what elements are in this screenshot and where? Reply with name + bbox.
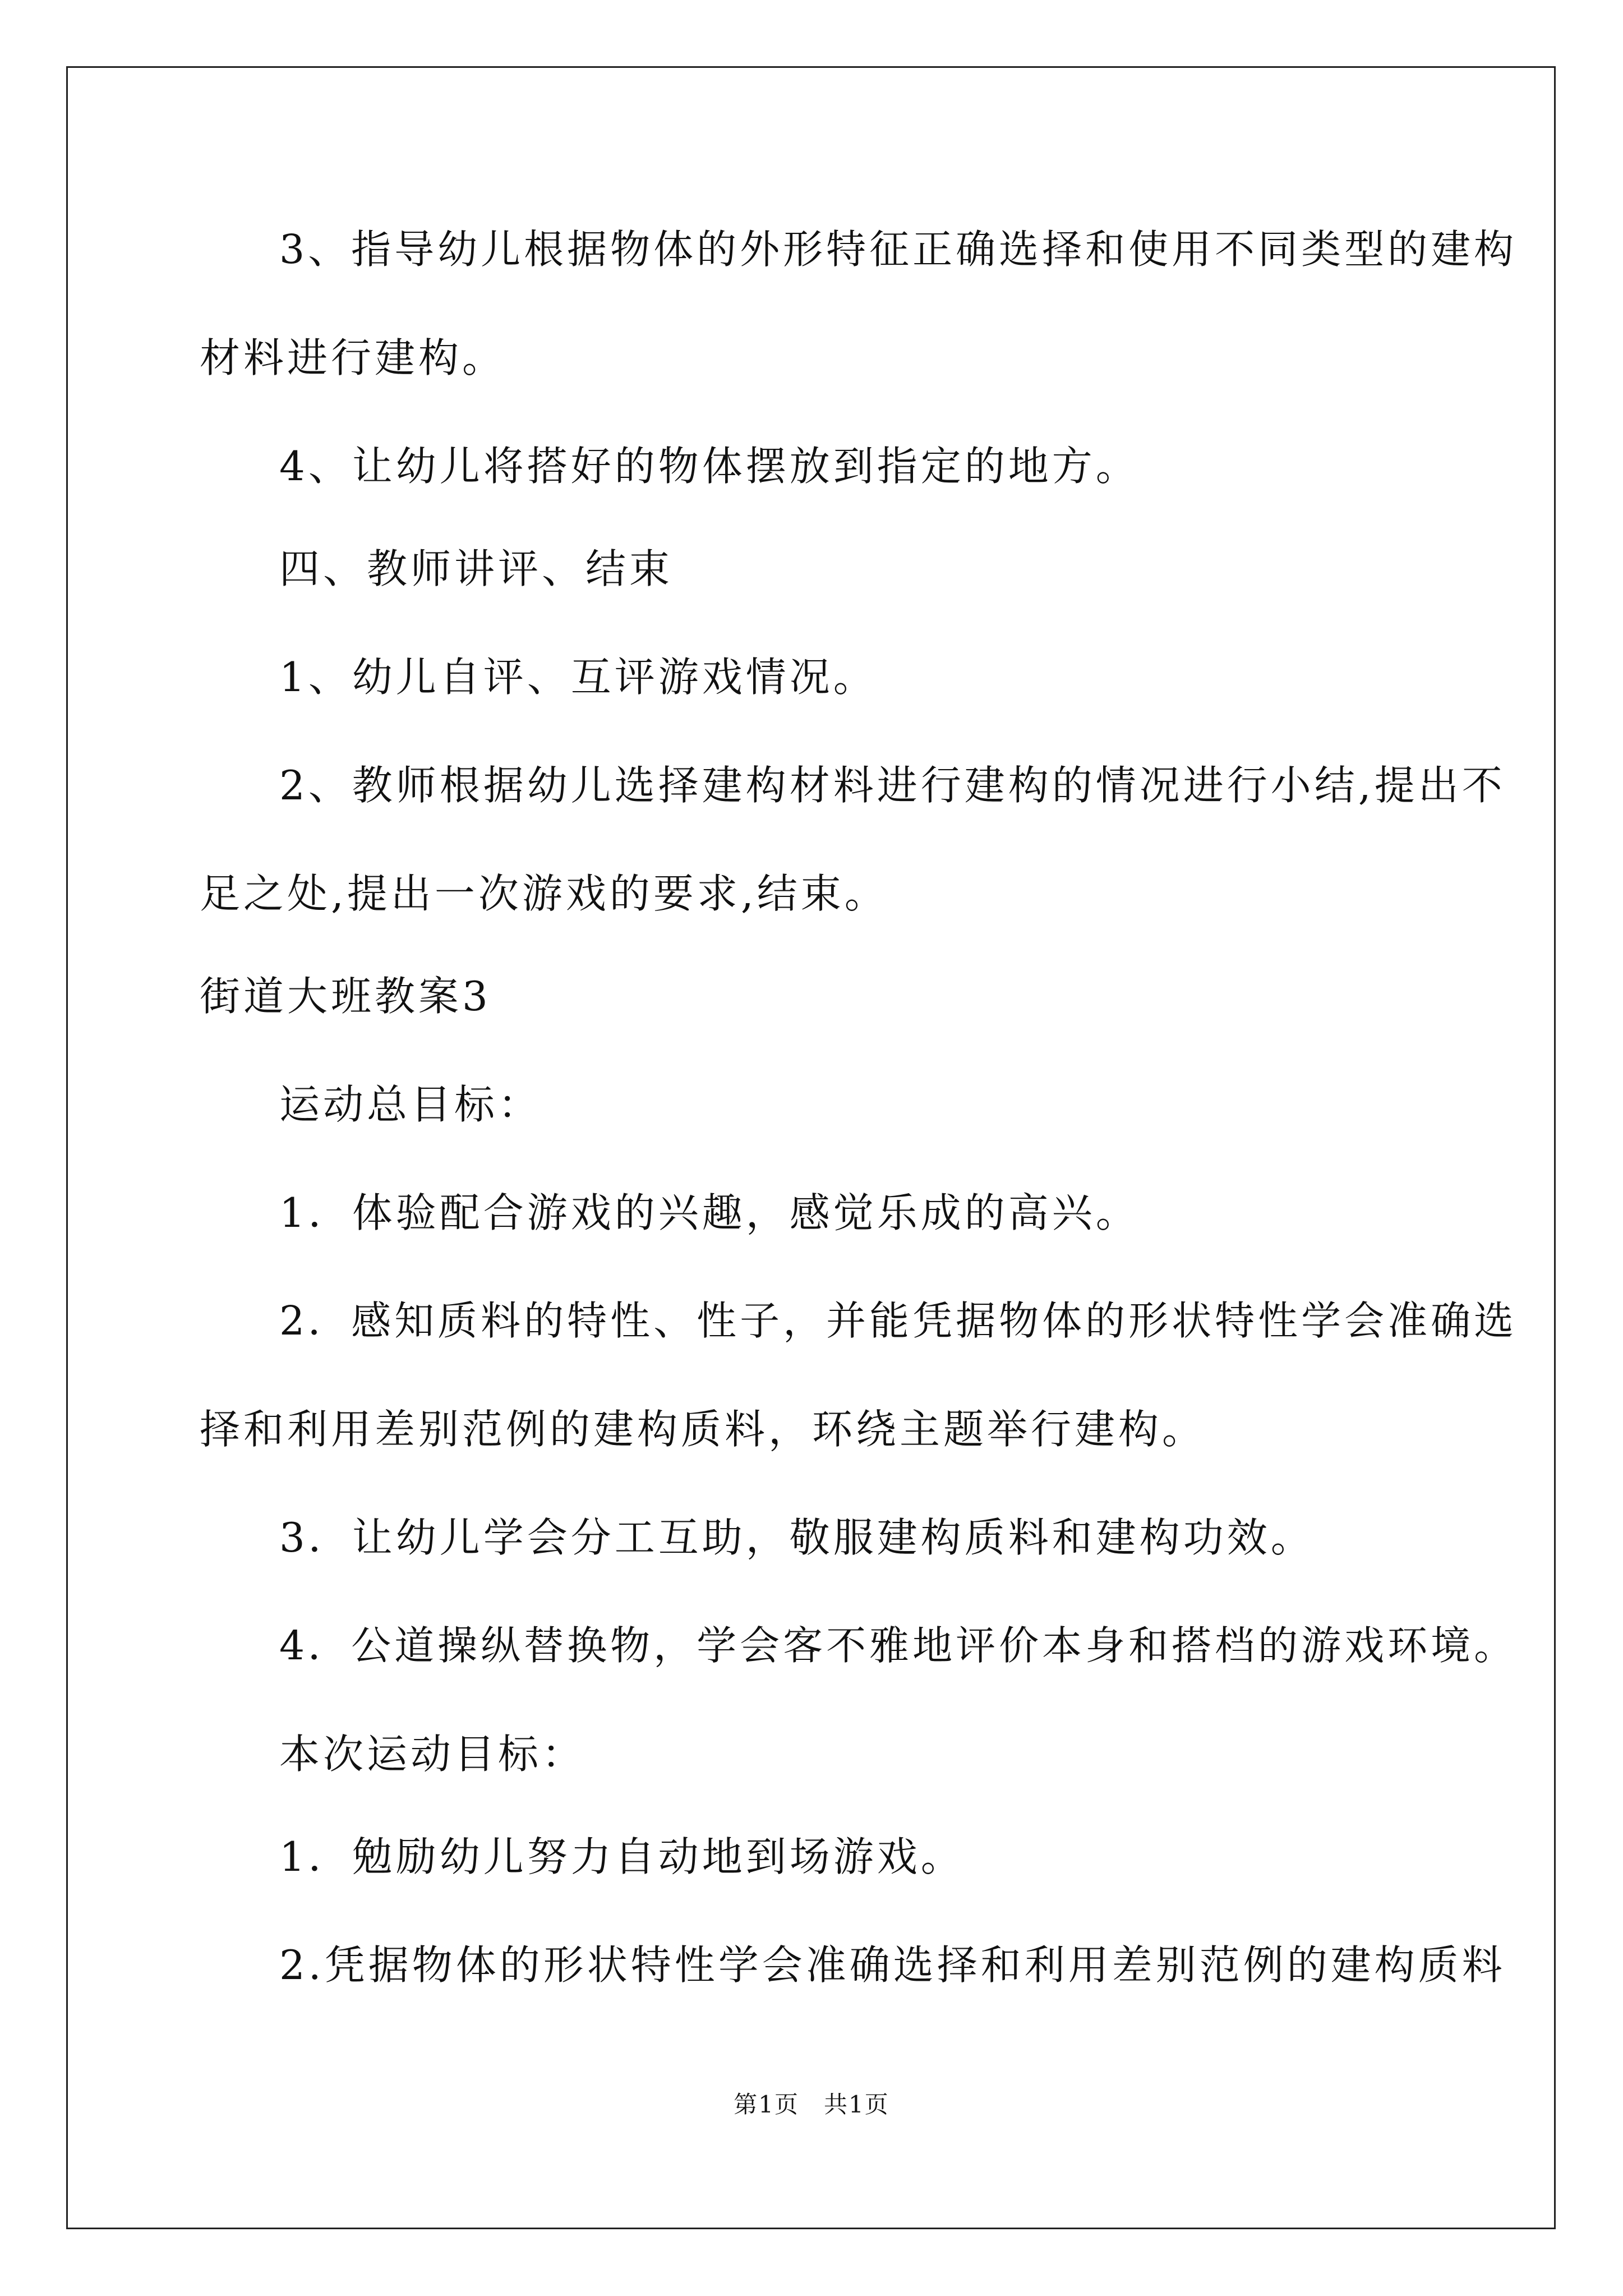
paragraph-line: 择和利用差别范例的建构质料，环绕主题举行建构。 <box>200 1406 1206 1453</box>
paragraph-line: 3、指导幼儿根据物体的外形特征正确选择和使用不同类型的建构 <box>279 226 1518 273</box>
paragraph-line: 1．勉励幼儿努力自动地到场游戏。 <box>279 1833 965 1880</box>
paragraph-line: 1、幼儿自评、互评游戏情况。 <box>279 654 877 701</box>
section-heading: 四、教师讲评、结束 <box>279 545 674 592</box>
paragraph-line: 1．体验配合游戏的兴趣，感觉乐成的高兴。 <box>279 1189 1140 1236</box>
paragraph-line: 3．让幼儿学会分工互助，敬服建构质料和建构功效。 <box>279 1514 1315 1561</box>
paragraph-line: 材料进行建构。 <box>200 334 506 381</box>
paragraph-line: 足之处,提出一次游戏的要求,结束。 <box>200 870 888 917</box>
paragraph-line: 2．感知质料的特性、性子，并能凭据物体的形状特性学会准确选 <box>279 1297 1518 1344</box>
document-title: 街道大班教案3 <box>200 973 491 1020</box>
page-footer: 第1页 共1页 <box>734 2091 889 2118</box>
section-heading: 运动总目标： <box>279 1081 542 1128</box>
paragraph-line: 4、让幼儿将搭好的物体摆放到指定的地方。 <box>279 443 1140 490</box>
paragraph-line: 2、教师根据幼儿选择建构材料进行建构的情况进行小结,提出不 <box>279 762 1506 809</box>
paragraph-line: 4．公道操纵替换物，学会客不雅地评价本身和搭档的游戏环境。 <box>279 1622 1518 1669</box>
section-heading: 本次运动目标： <box>279 1731 586 1778</box>
paragraph-line: 2.凭据物体的形状特性学会准确选择和利用差别范例的建构质料 <box>279 1941 1506 1989</box>
page-border <box>66 66 1556 2229</box>
